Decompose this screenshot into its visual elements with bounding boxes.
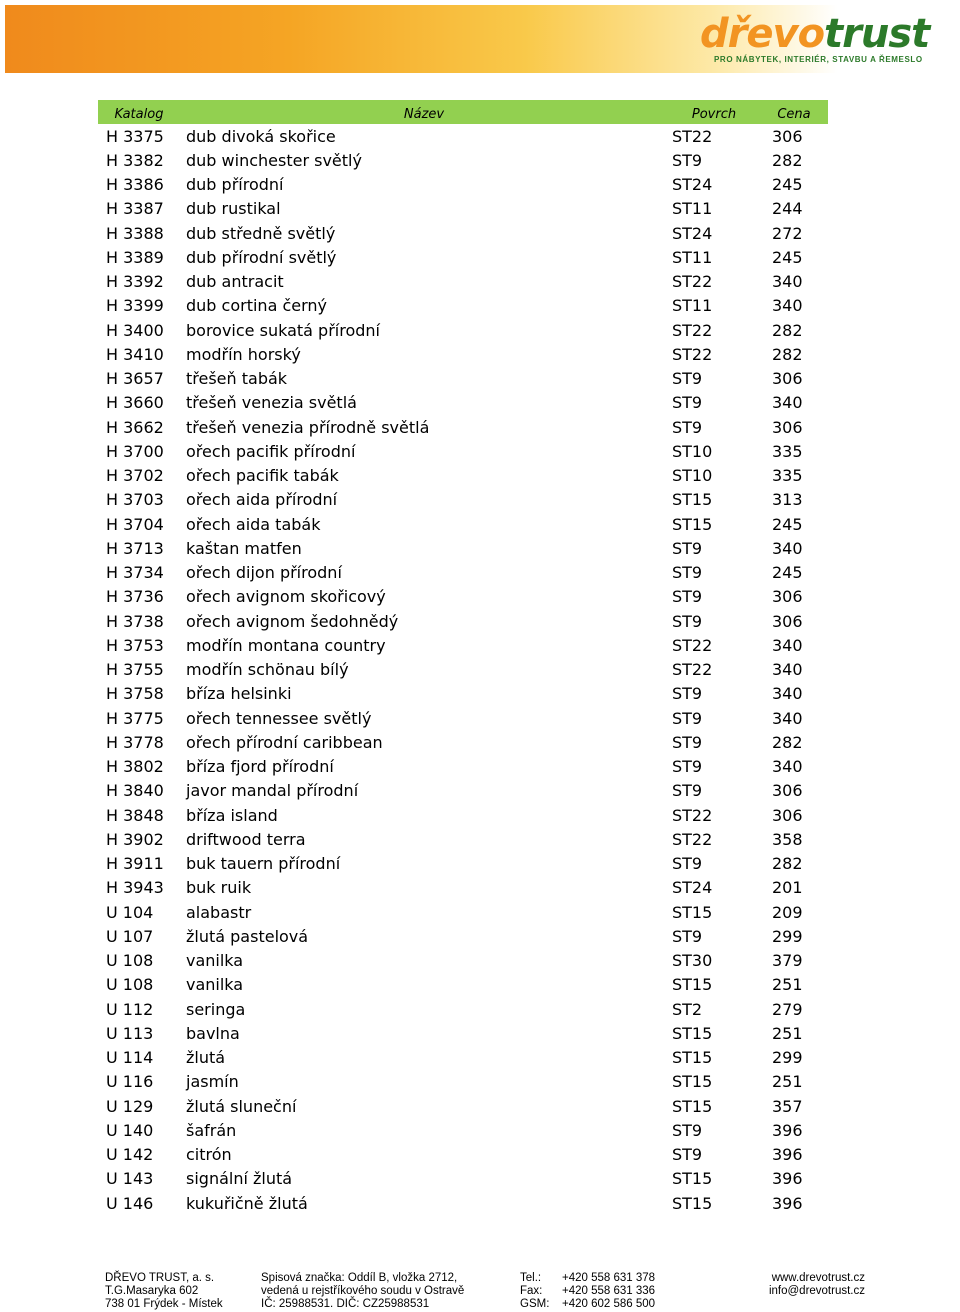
cell-povrch: ST22: [672, 805, 713, 825]
table-row: [98, 585, 828, 609]
cell-povrch: ST22: [672, 635, 713, 655]
table-row: [98, 221, 828, 245]
table-row: [98, 561, 828, 585]
cell-povrch: ST9: [672, 587, 703, 607]
table-row: [98, 1070, 828, 1094]
table-row: [98, 827, 828, 851]
page-footer: [105, 1272, 865, 1312]
cell-katalog: H 3410: [106, 344, 164, 364]
company-logo: [700, 12, 940, 68]
cell-povrch: ST15: [672, 975, 713, 995]
table-row: [98, 1046, 828, 1070]
cell-nazev: seringa: [186, 999, 246, 1019]
cell-povrch: ST15: [672, 1048, 713, 1068]
cell-povrch: ST9: [672, 563, 703, 583]
footer-registry: [261, 1272, 464, 1311]
cell-povrch: ST10: [672, 441, 713, 461]
cell-cena: 379: [772, 951, 803, 971]
cell-cena: 306: [772, 611, 803, 631]
cell-nazev: kaštan matfen: [186, 538, 302, 558]
table-row: [98, 415, 828, 439]
cell-nazev: ořech pacifik přírodní: [186, 441, 356, 461]
table-row: [98, 876, 828, 900]
cell-cena: 245: [772, 514, 803, 534]
cell-katalog: H 3734: [106, 563, 164, 583]
cell-povrch: ST22: [672, 320, 713, 340]
table-row: [98, 536, 828, 560]
cell-povrch: ST15: [672, 1023, 713, 1043]
cell-povrch: ST22: [672, 660, 713, 680]
cell-katalog: H 3399: [106, 296, 164, 316]
cell-nazev: dub přírodní světlý: [186, 247, 337, 267]
header-cena: Cena: [777, 107, 811, 122]
cell-katalog: U 113: [106, 1023, 154, 1043]
table-row: [98, 1118, 828, 1142]
cell-povrch: ST9: [672, 854, 703, 874]
cell-povrch: ST15: [672, 1072, 713, 1092]
table-row: [98, 245, 828, 269]
cell-nazev: jasmín: [186, 1072, 239, 1092]
cell-katalog: H 3375: [106, 126, 164, 146]
table-row: [98, 488, 828, 512]
table-row: [98, 949, 828, 973]
cell-nazev: javor mandal přírodní: [186, 781, 359, 801]
cell-nazev: dub antracit: [186, 272, 284, 292]
cell-nazev: ořech aida tabák: [186, 514, 321, 534]
cell-povrch: ST24: [672, 878, 713, 898]
cell-povrch: ST15: [672, 1193, 713, 1213]
cell-cena: 340: [772, 757, 803, 777]
cell-povrch: ST15: [672, 514, 713, 534]
table-row: [98, 124, 828, 148]
cell-katalog: H 3943: [106, 878, 164, 898]
table-row: [98, 755, 828, 779]
cell-cena: 244: [772, 199, 803, 219]
cell-katalog: H 3657: [106, 369, 164, 389]
cell-katalog: H 3382: [106, 150, 164, 170]
cell-katalog: H 3389: [106, 247, 164, 267]
cell-katalog: H 3662: [106, 417, 164, 437]
cell-nazev: buk ruik: [186, 878, 252, 898]
cell-katalog: U 112: [106, 999, 154, 1019]
table-row: [98, 852, 828, 876]
cell-cena: 299: [772, 926, 803, 946]
table-row: [98, 633, 828, 657]
footer-registry-line: Spisová značka: Oddíl B, vložka 2712,: [261, 1272, 458, 1284]
cell-nazev: citrón: [186, 1145, 232, 1165]
table-row: [98, 924, 828, 948]
footer-web: [769, 1272, 865, 1298]
cell-povrch: ST11: [672, 199, 713, 219]
cell-povrch: ST9: [672, 684, 703, 704]
cell-cena: 396: [772, 1193, 803, 1213]
cell-nazev: modřín schönau bílý: [186, 660, 349, 680]
cell-nazev: dub divoká skořice: [186, 126, 336, 146]
cell-cena: 306: [772, 417, 803, 437]
cell-povrch: ST22: [672, 829, 713, 849]
cell-cena: 245: [772, 175, 803, 195]
footer-email-link[interactable]: info@drevotrust.cz: [768, 1285, 865, 1297]
cell-cena: 340: [772, 538, 803, 558]
footer-contact-values: [562, 1272, 655, 1311]
cell-nazev: bavlna: [186, 1023, 240, 1043]
cell-cena: 340: [772, 635, 803, 655]
cell-povrch: ST9: [672, 732, 703, 752]
cell-cena: 282: [772, 320, 803, 340]
footer-gsm-value: +420 602 586 500: [562, 1298, 656, 1310]
cell-nazev: ořech avignom šedohnědý: [186, 611, 399, 631]
footer-website-link[interactable]: www.drevotrust.cz: [771, 1272, 865, 1284]
cell-cena: 335: [772, 466, 803, 486]
cell-katalog: U 116: [106, 1072, 154, 1092]
cell-cena: 306: [772, 587, 803, 607]
table-row: [98, 512, 828, 536]
cell-povrch: ST2: [672, 999, 703, 1019]
cell-cena: 396: [772, 1120, 803, 1140]
cell-cena: 201: [772, 878, 803, 898]
cell-povrch: ST15: [672, 490, 713, 510]
cell-cena: 272: [772, 223, 803, 243]
table-row: [98, 803, 828, 827]
cell-povrch: ST11: [672, 247, 713, 267]
cell-povrch: ST15: [672, 1096, 713, 1116]
cell-katalog: H 3736: [106, 587, 164, 607]
cell-povrch: ST9: [672, 757, 703, 777]
cell-katalog: H 3386: [106, 175, 164, 195]
cell-cena: 340: [772, 684, 803, 704]
cell-nazev: vanilka: [186, 951, 244, 971]
table-row: [98, 148, 828, 172]
table-row: [98, 197, 828, 221]
cell-nazev: vanilka: [186, 975, 244, 995]
header-nazev: Název: [403, 107, 445, 122]
cell-katalog: H 3758: [106, 684, 164, 704]
cell-nazev: dub přírodní: [186, 175, 284, 195]
footer-contact-labels: [520, 1272, 549, 1311]
cell-povrch: ST15: [672, 1169, 713, 1189]
cell-cena: 245: [772, 563, 803, 583]
cell-katalog: H 3700: [106, 441, 164, 461]
price-table: [98, 100, 828, 1215]
cell-povrch: ST22: [672, 126, 713, 146]
cell-nazev: šafrán: [186, 1120, 237, 1140]
cell-cena: 340: [772, 272, 803, 292]
cell-katalog: H 3775: [106, 708, 164, 728]
cell-cena: 251: [772, 1023, 803, 1043]
cell-povrch: ST30: [672, 951, 713, 971]
cell-katalog: H 3704: [106, 514, 164, 534]
cell-cena: 396: [772, 1169, 803, 1189]
cell-cena: 299: [772, 1048, 803, 1068]
cell-cena: 245: [772, 247, 803, 267]
footer-company-name: DŘEVO TRUST, a. s.: [105, 1272, 215, 1284]
cell-nazev: ořech avignom skořicový: [186, 587, 386, 607]
cell-katalog: H 3388: [106, 223, 164, 243]
cell-nazev: dub rustikal: [186, 199, 281, 219]
cell-nazev: ořech aida přírodní: [186, 490, 338, 510]
header-katalog: Katalog: [114, 107, 164, 122]
table-row: [98, 464, 828, 488]
cell-povrch: ST9: [672, 538, 703, 558]
cell-nazev: modřín horský: [186, 344, 301, 364]
cell-katalog: H 3911: [106, 854, 164, 874]
cell-katalog: H 3848: [106, 805, 164, 825]
logo-part-trust: trust: [824, 11, 930, 57]
table-row: [98, 779, 828, 803]
cell-katalog: U 108: [106, 975, 154, 995]
table-row: [98, 997, 828, 1021]
cell-katalog: H 3703: [106, 490, 164, 510]
cell-nazev: třešeň tabák: [186, 369, 288, 389]
footer-fax-label: Fax:: [520, 1285, 543, 1297]
cell-cena: 357: [772, 1096, 803, 1116]
cell-nazev: modřín montana country: [186, 635, 386, 655]
cell-povrch: ST9: [672, 150, 703, 170]
cell-katalog: H 3902: [106, 829, 164, 849]
cell-katalog: H 3713: [106, 538, 164, 558]
table-row: [98, 1021, 828, 1045]
cell-nazev: signální žlutá: [186, 1169, 293, 1189]
cell-katalog: H 3778: [106, 732, 164, 752]
table-row: [98, 342, 828, 366]
table-row: [98, 658, 828, 682]
table-header: [98, 100, 828, 124]
cell-nazev: kukuřičně žlutá: [186, 1193, 308, 1213]
cell-cena: 340: [772, 393, 803, 413]
footer-tel-value: +420 558 631 378: [562, 1272, 656, 1284]
footer-gsm-label: GSM:: [520, 1298, 550, 1310]
table-row: [98, 270, 828, 294]
footer-registry-line: IČ: 25988531. DIČ: CZ25988531: [261, 1298, 430, 1310]
cell-nazev: žlutá: [186, 1048, 226, 1068]
cell-nazev: borovice sukatá přírodní: [186, 320, 380, 340]
cell-povrch: ST22: [672, 272, 713, 292]
cell-povrch: ST9: [672, 708, 703, 728]
header-povrch: Povrch: [691, 107, 737, 122]
table-row: [98, 609, 828, 633]
cell-katalog: H 3660: [106, 393, 164, 413]
cell-nazev: bříza fjord přírodní: [186, 757, 334, 777]
table-row: [98, 1143, 828, 1167]
footer-company-city: 738 01 Frýdek - Místek: [105, 1298, 223, 1310]
table-row: [98, 1167, 828, 1191]
cell-povrch: ST9: [672, 369, 703, 389]
table-row: [98, 900, 828, 924]
cell-cena: 340: [772, 660, 803, 680]
cell-nazev: ořech přírodní caribbean: [186, 732, 383, 752]
cell-katalog: H 3753: [106, 635, 164, 655]
cell-katalog: H 3702: [106, 466, 164, 486]
table-body: [98, 124, 828, 1215]
cell-nazev: dub středně světlý: [186, 223, 336, 243]
cell-cena: 282: [772, 344, 803, 364]
cell-nazev: bříza helsinki: [186, 684, 292, 704]
cell-katalog: U 104: [106, 902, 154, 922]
footer-registry-line: vedená u rejstříkového soudu v Ostravě: [261, 1285, 465, 1297]
footer-company-street: T.G.Masaryka 602: [105, 1285, 199, 1297]
table-row: [98, 173, 828, 197]
cell-katalog: H 3755: [106, 660, 164, 680]
cell-katalog: U 108: [106, 951, 154, 971]
table-row: [98, 1094, 828, 1118]
cell-povrch: ST15: [672, 902, 713, 922]
table-row: [98, 973, 828, 997]
table-row: [98, 294, 828, 318]
cell-katalog: U 129: [106, 1096, 154, 1116]
cell-cena: 306: [772, 781, 803, 801]
cell-nazev: buk tauern přírodní: [186, 854, 341, 874]
table-row: [98, 730, 828, 754]
cell-cena: 282: [772, 732, 803, 752]
cell-cena: 282: [772, 150, 803, 170]
table-row: [98, 439, 828, 463]
cell-katalog: H 3802: [106, 757, 164, 777]
cell-nazev: bříza island: [186, 805, 278, 825]
cell-katalog: H 3400: [106, 320, 164, 340]
cell-cena: 306: [772, 805, 803, 825]
footer-fax-value: +420 558 631 336: [562, 1285, 656, 1297]
cell-nazev: třešeň venezia světlá: [186, 393, 357, 413]
footer-company: [105, 1272, 223, 1311]
cell-katalog: H 3392: [106, 272, 164, 292]
cell-cena: 279: [772, 999, 803, 1019]
cell-cena: 313: [772, 490, 803, 510]
table-row: [98, 706, 828, 730]
cell-cena: 306: [772, 126, 803, 146]
cell-katalog: U 146: [106, 1193, 154, 1213]
cell-nazev: dub winchester světlý: [186, 150, 362, 170]
cell-katalog: U 107: [106, 926, 154, 946]
table-row: [98, 682, 828, 706]
cell-povrch: ST24: [672, 223, 713, 243]
logo-tagline: PRO NÁBYTEK, INTERIÉR, STAVBU A ŘEMESLO: [714, 55, 923, 64]
cell-povrch: ST24: [672, 175, 713, 195]
cell-nazev: ořech pacifik tabák: [186, 466, 339, 486]
cell-povrch: ST9: [672, 1120, 703, 1140]
cell-nazev: ořech tennessee světlý: [186, 708, 372, 728]
cell-nazev: žlutá sluneční: [186, 1096, 297, 1116]
cell-katalog: H 3840: [106, 781, 164, 801]
cell-cena: 358: [772, 829, 803, 849]
cell-nazev: driftwood terra: [186, 829, 306, 849]
cell-cena: 306: [772, 369, 803, 389]
cell-katalog: U 114: [106, 1048, 154, 1068]
cell-cena: 251: [772, 1072, 803, 1092]
cell-povrch: ST9: [672, 1145, 703, 1165]
cell-cena: 396: [772, 1145, 803, 1165]
cell-katalog: U 143: [106, 1169, 154, 1189]
cell-cena: 340: [772, 296, 803, 316]
table-row: [98, 391, 828, 415]
table-row: [98, 318, 828, 342]
cell-nazev: třešeň venezia přírodně světlá: [186, 417, 430, 437]
cell-povrch: ST9: [672, 781, 703, 801]
cell-nazev: dub cortina černý: [186, 296, 327, 316]
cell-nazev: alabastr: [186, 902, 252, 922]
cell-povrch: ST9: [672, 417, 703, 437]
cell-povrch: ST9: [672, 926, 703, 946]
cell-nazev: ořech dijon přírodní: [186, 563, 342, 583]
cell-povrch: ST22: [672, 344, 713, 364]
cell-cena: 282: [772, 854, 803, 874]
cell-cena: 251: [772, 975, 803, 995]
cell-katalog: U 142: [106, 1145, 154, 1165]
cell-povrch: ST10: [672, 466, 713, 486]
cell-povrch: ST11: [672, 296, 713, 316]
cell-katalog: H 3738: [106, 611, 164, 631]
table-row: [98, 367, 828, 391]
cell-nazev: žlutá pastelová: [186, 926, 309, 946]
cell-cena: 209: [772, 902, 803, 922]
cell-cena: 340: [772, 708, 803, 728]
cell-povrch: ST9: [672, 611, 703, 631]
cell-katalog: H 3387: [106, 199, 164, 219]
cell-povrch: ST9: [672, 393, 703, 413]
cell-cena: 335: [772, 441, 803, 461]
logo-part-drevo: dřevo: [700, 11, 825, 57]
cell-katalog: U 140: [106, 1120, 154, 1140]
table-row: [98, 1191, 828, 1215]
footer-tel-label: Tel.:: [520, 1272, 542, 1284]
